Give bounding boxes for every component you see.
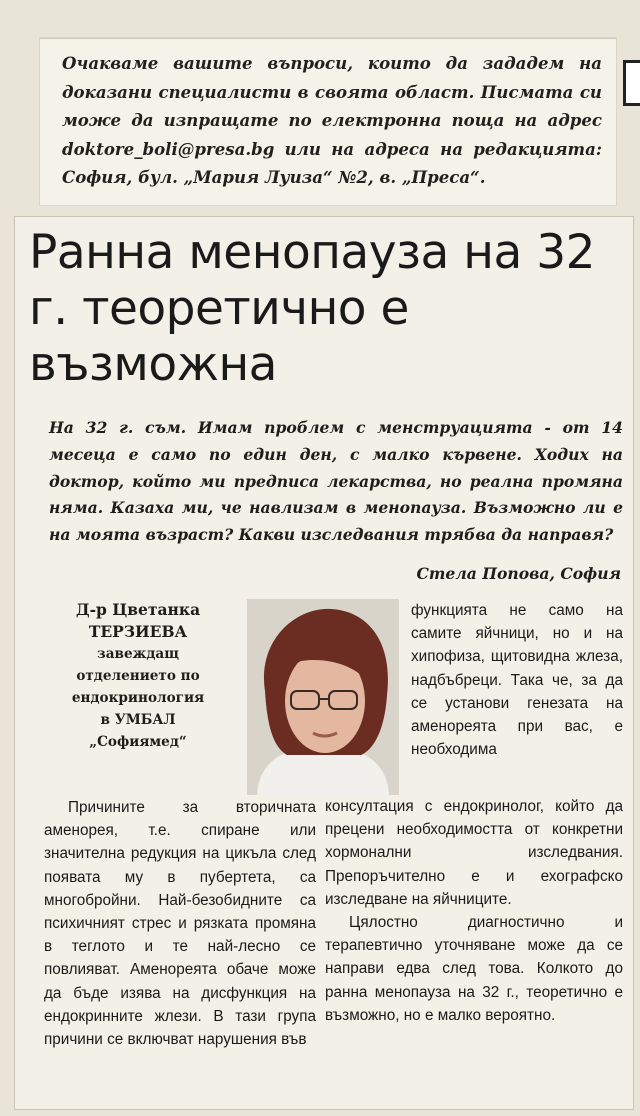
- doctor-role-line: отделението по: [76, 668, 200, 684]
- doctor-role-line: в УМБАЛ: [100, 712, 176, 728]
- body-paragraph: Причините за вторичната аменорея, т.е. спиране или значителна редукция на цикъла след появата му в пубертета, са многобройни. Най-безобидните са психичният стрес и рязката промяна в теглото и те най-лесно се повлияват. Аменореята обаче може да бъде изява на дисфункция на ендокринните жлези. В тази група причини се включват нарушения във: [44, 799, 316, 1049]
- question-signature: Стела Попова, София: [416, 564, 621, 583]
- doctor-role-line: завеждащ: [97, 646, 179, 662]
- doctor-role-line: „Софиямед“: [89, 734, 187, 750]
- reader-notice-text: Очакваме вашите въпроси, които да зададем на доказани специалисти в своята област. Писмата си може да изпращате по електронна поща на адрес doktore_boli@presa.bg или на адреса на редакцията: София, бул. „Мария Луиза“ №2, в. „Преса“.: [62, 53, 602, 187]
- article-body-right: [325, 795, 623, 1027]
- doctor-photo: [247, 599, 399, 795]
- body-paragraph: функцията не само на самите яйчници, но и на хипофиза, щитовидна жлеза, надбъбреци. Така че, за да се установи генезата на аменореята при вас, е необходима: [411, 602, 623, 759]
- body-paragraph: консултация с ендокринолог, който да прецени необходимостта от конкретни хормонални изследвания. Препоръчително е и ехографско изследване на яйчниците.: [325, 798, 623, 908]
- doctor-role-line: ендокринология: [71, 690, 205, 706]
- doctor-surname: ТЕРЗИЕВА: [88, 622, 188, 641]
- reader-question: На 32 г. съм. Имам проблем с менструацията - от 14 месеца е само по един ден, с малко кървене. Ходих на доктор, който ми предписа лекарства, но реална промяна няма. Казаха ми, че навлизам в менопауза. Възможно ли е на моята възраст? Какви изследвания трябва да направя?: [49, 418, 623, 545]
- article-body-left: [44, 796, 316, 1051]
- doctor-portrait-illustration: [247, 599, 399, 795]
- doctor-name: Д-р Цветанка: [75, 600, 201, 619]
- article-body-right-top: [411, 599, 623, 761]
- body-paragraph: Цялостно диагностично и терапевтично уточняване може да се направи едва след това. Колкото до ранна менопауза на 32 г., теоретично е възможно, но е малко вероятно.: [325, 914, 623, 1024]
- cropped-page-edge-mark: [623, 60, 640, 106]
- doctor-credit: [43, 599, 233, 753]
- article-title: Ранна менопауза на 32 г. теоретично е възможна: [29, 225, 596, 392]
- reader-notice-box: [40, 38, 616, 205]
- article: [14, 216, 634, 1110]
